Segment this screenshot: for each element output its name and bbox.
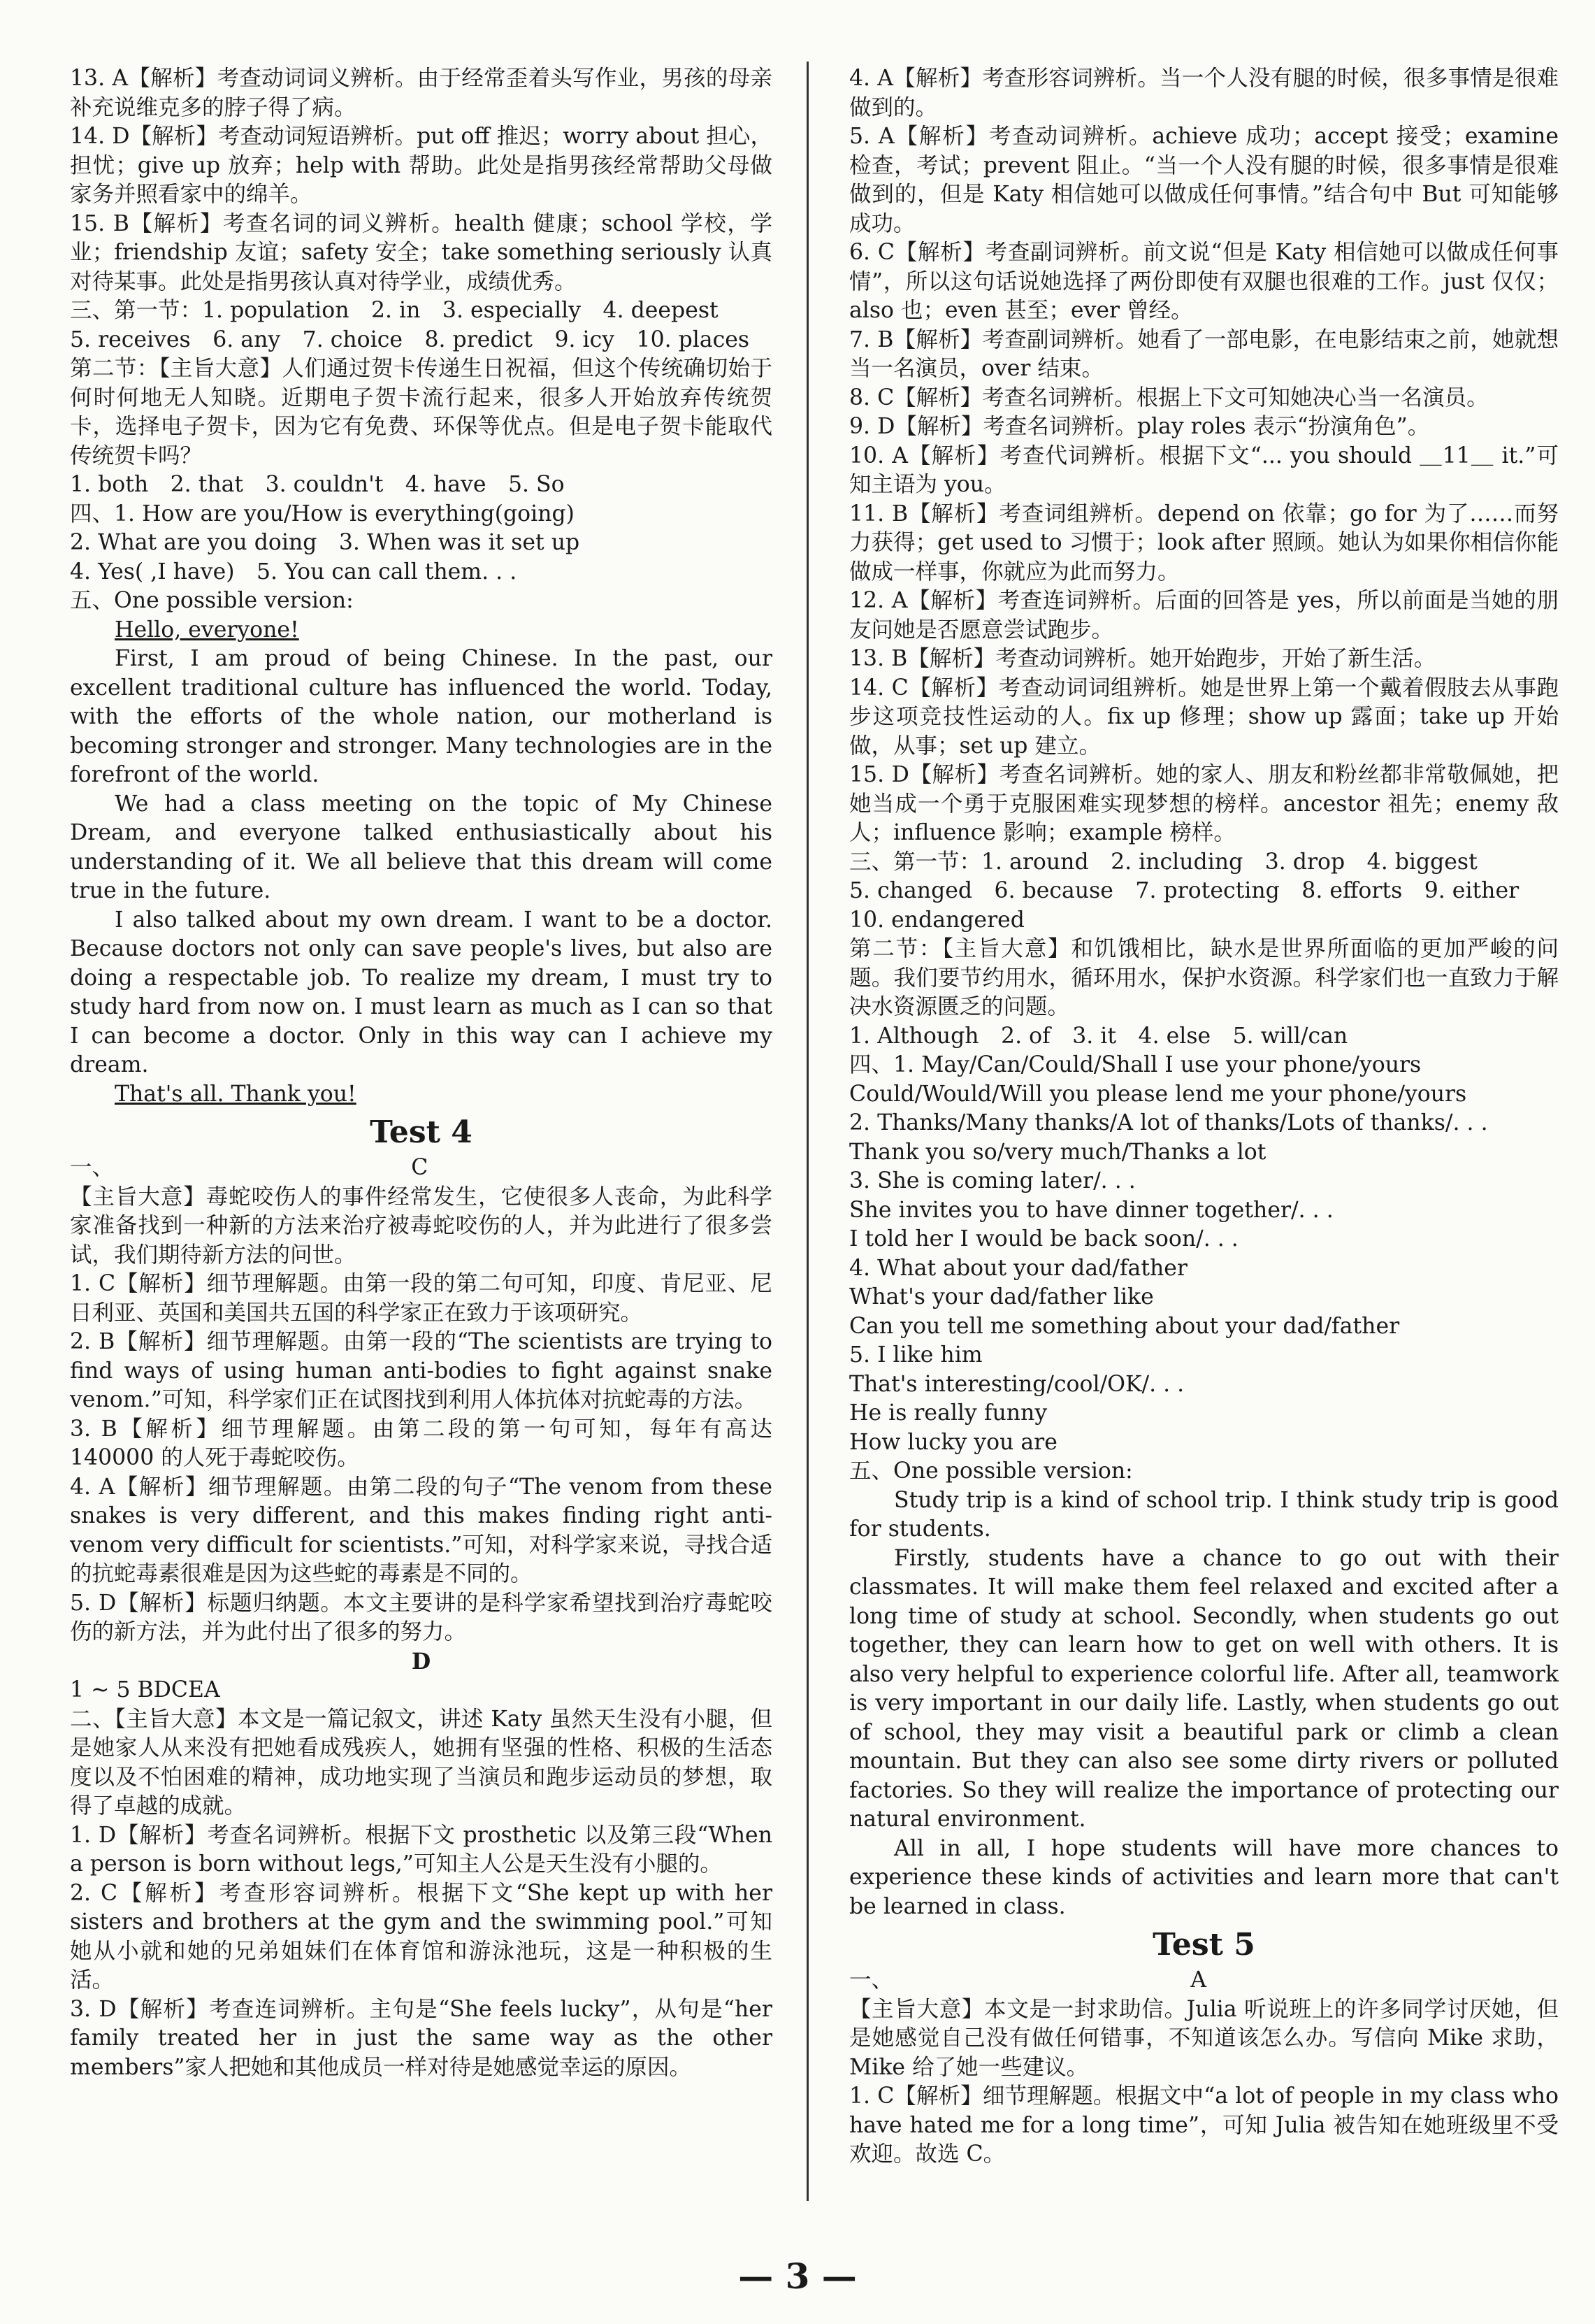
right-column-line: 1. Although 2. of 3. it 4. else 5. will/can — [849, 1023, 1348, 1049]
right-column — [849, 64, 1559, 2169]
right-column-line: 10. A【解析】考查代词辨析。根据下文“... you should ＿11＿ it.”可知主语为 you。 — [849, 443, 1559, 497]
right-column-line: 第二节：【主旨大意】和饥饿相比，缺水是世界所面临的更加严峻的问题。我们要节约用水，循环用水，保护水资源。科学家们也一直致力于解决水资源匮乏的问题。 — [849, 936, 1559, 1019]
right-column-line: That's interesting/cool/OK/. . . — [849, 1371, 1185, 1397]
left-column-line: 5. receives 6. any 7. choice 8. predict 9. icy 10. places — [70, 327, 750, 352]
left-column-line: 一、 C — [70, 1155, 428, 1180]
right-column-line: 三、第一节：1. around 2. including 3. drop 4. biggest — [849, 849, 1478, 875]
left-column-line: D — [411, 1648, 431, 1674]
left-column-line: 1. C【解析】细节理解题。由第一段的第二句可知，印度、肯尼亚、尼日利亚、英国和美国共五国的科学家正在致力于该项研究。 — [70, 1271, 772, 1326]
right-column-line: I told her I would be back soon/. . . — [849, 1226, 1239, 1251]
right-column-line: What's your dad/father like — [849, 1284, 1154, 1310]
left-column-line: 五、One possible version: — [70, 588, 354, 613]
left-column-line: 二、【主旨大意】本文是一篇记叙文，讲述 Katy 虽然天生没有小腿，但是她家人从来没有把她看成残疾人，她拥有坚强的性格、积极的生活态度以及不怕困难的精神，成功地实现了当演员和跑步运动员的梦想，取得了卓越的成就。 — [70, 1706, 772, 1819]
right-column-line: 12. A【解析】考查连词辨析。后面的回答是 yes，所以前面是当她的朋友问她是否愿意尝试跑步。 — [849, 588, 1559, 643]
right-column-line: 5. A【解析】考查动词辨析。achieve 成功；accept 接受；examine 检查，考试；prevent 阻止。“当一个人没有腿的时候，很多事情是很难做到的，但是 Katy 相信她可以做成任何事情。”结合句中 But 可知能够成功。 — [849, 124, 1559, 236]
column-divider — [807, 62, 809, 2201]
right-column-line: 9. D【解析】考查名词辨析。play roles 表示“扮演角色”。 — [849, 414, 1430, 439]
left-column-line: 2. C【解析】考查形容词辨析。根据下文“She kept up with her sisters and brothers at the gym and the swimming pool.”可知她从小就和她的兄弟姐妹们在体育馆和游泳池玩，这是一种积极的生活。 — [70, 1880, 772, 1993]
right-column-line: 1. C【解析】细节理解题。根据文中“a lot of people in my class who have hated me for a long time”，可知 Julia 被告知在她班级里不受欢迎。故选 C。 — [849, 2083, 1559, 2167]
right-column-line: 10. endangered — [849, 907, 1025, 933]
right-column-line: 2. Thanks/Many thanks/A lot of thanks/Lots of thanks/. . . — [849, 1110, 1488, 1135]
right-column-line: 6. C【解析】考查副词辨析。前文说“但是 Katy 相信她可以做成任何事情”，所以这句话说她选择了两份即使有双腿也很难的工作。just 仅仅；also 也；even 甚至；ever 曾经。 — [849, 240, 1559, 323]
left-column-line — [70, 616, 772, 645]
right-column-line: Thank you so/very much/Thanks a lot — [849, 1139, 1266, 1165]
left-column-line — [70, 1080, 772, 1110]
right-column-line: 一、 A — [849, 1967, 1206, 1993]
left-column-line: 1. both 2. that 3. couldn't 4. have 5. So — [70, 472, 565, 497]
right-column-line: 【主旨大意】本文是一封求助信。Julia 听说班上的许多同学讨厌她，但是她感觉自己没有做任何错事，不知道该怎么办。写信向 Mike 求助，Mike 给了她一些建议。 — [849, 1996, 1559, 2080]
right-column-line: Firstly, students have a chance to go out with their classmates. It will make them feel relaxed and excited after a long time of study at school. Secondly, when students go out together, they can learn how to get on well with others. It is also very helpful to experience colorful life. After all, teamwork is very important in our daily life. Lastly, when students go out of school, they may visit a beautiful park or climb a clean mountain. But they can also see some dirty rivers or polluted factories. So they will realize the importance of protecting our natural environment. — [849, 1545, 1559, 1832]
left-column-line: 14. D【解析】考查动词短语辨析。put off 推迟；worry about 担心，担忧；give up 放弃；help with 帮助。此处是指男孩经常帮助父母做家务并照看家中的绵羊。 — [70, 124, 772, 207]
left-column-line: 5. D【解析】标题归纳题。本文主要讲的是科学家希望找到治疗毒蛇咬伤的新方法，并为此付出了很多的努力。 — [70, 1590, 772, 1644]
left-column-line: 1 ~ 5 BDCEA — [70, 1677, 220, 1702]
right-column-line: 15. D【解析】考查名词辨析。她的家人、朋友和粉丝都非常敬佩她，把她当成一个勇于克服困难实现梦想的榜样。ancestor 祖先；enemy 敌人；influence 影响；example 榜样。 — [849, 762, 1559, 845]
right-column-line: Test 5 — [1153, 1927, 1255, 1963]
left-column-line: 三、第一节：1. population 2. in 3. especially 4. deepest — [70, 298, 719, 323]
underlined-text: Hello, everyone! — [115, 617, 299, 643]
right-column-line: Can you tell me something about your dad/father — [849, 1313, 1400, 1339]
right-column-line: 4. What about your dad/father — [849, 1255, 1188, 1281]
right-column-line: She invites you to have dinner together/. . . — [849, 1197, 1334, 1223]
left-column-line: 15. B【解析】考查名词的词义辨析。health 健康；school 学校，学业；friendship 友谊；safety 安全；take something seriously 认真对待某事。此处是指男孩认真对待学业，成绩优秀。 — [70, 210, 772, 294]
right-column-line: Could/Would/Will you please lend me your phone/yours — [849, 1081, 1467, 1107]
right-column-line: 5. I like him — [849, 1342, 983, 1368]
right-column-line: 5. changed 6. because 7. protecting 8. efforts 9. either — [849, 878, 1520, 903]
page-number: — 3 — — [738, 2255, 857, 2297]
right-column-line: Study trip is a kind of school trip. I think study trip is good for students. — [849, 1487, 1559, 1542]
left-column-line: I also talked about my own dream. I want to be a doctor. Because doctors not only can save people's lives, but also are doing a respectable job. To realize my dream, I must try to study hard from now on. I must learn as much as I can so that I can become a doctor. Only in this way can I achieve my dream. — [70, 907, 772, 1077]
left-column-line: 1. D【解析】考查名词辨析。根据下文 prosthetic 以及第三段“When a person is born without legs,”可知主人公是天生没有小腿的。 — [70, 1822, 772, 1877]
left-column-line: 2. B【解析】细节理解题。由第一段的“The scientists are trying to find ways of using human anti-bodies to fight against snake venom.”可知，科学家们正在试图找到利用人体抗体对抗蛇毒的方法。 — [70, 1329, 772, 1412]
left-column — [70, 64, 772, 2082]
right-column-line: 11. B【解析】考查词组辨析。depend on 依靠；go for 为了……而努力获得；get used to 习惯于；look after 照顾。她认为如果你相信你能做成一样事，你就应为此而努力。 — [849, 501, 1559, 584]
right-column-line: 四、1. May/Can/Could/Shall I use your phone/yours — [849, 1052, 1422, 1077]
left-column-line: 第二节：【主旨大意】人们通过贺卡传递生日祝福，但这个传统确切始于何时何地无人知晓。近期电子贺卡流行起来，很多人开始放弃传统贺卡，选择电子贺卡，因为它有免费、环保等优点。但是电子贺卡能取代传统贺卡吗？ — [70, 356, 772, 468]
right-column-line: 14. C【解析】考查动词词组辨析。她是世界上第一个戴着假肢去从事跑步这项竞技性运动的人。fix up 修理；show up 露面；take up 开始做，从事；set up 建立。 — [849, 675, 1559, 759]
left-column-line: 3. B【解析】细节理解题。由第二段的第一句可知，每年有高达 140000 的人死于毒蛇咬伤。 — [70, 1416, 772, 1470]
left-column-line: 13. A【解析】考查动词词义辨析。由于经常歪着头写作业，男孩的母亲补充说维克多的脖子得了病。 — [70, 66, 772, 120]
right-column-line: 13. B【解析】考查动词辨析。她开始跑步，开始了新生活。 — [849, 646, 1436, 671]
right-column-line: All in all, I hope students will have more chances to experience these kinds of activities and learn more that can't be learned in class. — [849, 1835, 1559, 1919]
right-column-line: He is really funny — [849, 1400, 1048, 1426]
left-column-line: Test 4 — [370, 1114, 472, 1150]
left-column-line: 4. A【解析】细节理解题。由第二段的句子“The venom from these snakes is very different, and this makes finding right anti-venom very difficult for scientists.”可知，对科学家来说，寻找合适的抗蛇毒素很难是因为这些蛇的毒素是不同的。 — [70, 1474, 772, 1586]
right-column-line: 五、One possible version: — [849, 1458, 1133, 1484]
left-column-line: 四、1. How are you/How is everything(going) — [70, 501, 575, 526]
right-column-line: 3. She is coming later/. . . — [849, 1168, 1136, 1193]
right-column-line: 4. A【解析】考查形容词辨析。当一个人没有腿的时候，很多事情是很难做到的。 — [849, 66, 1559, 120]
left-column-line: 2. What are you doing 3. When was it set up — [70, 530, 580, 555]
left-column-line: 【主旨大意】毒蛇咬伤人的事件经常发生，它使很多人丧命，为此科学家准备找到一种新的方法来治疗被毒蛇咬伤的人，并为此进行了很多尝试，我们期待新方法的问世。 — [70, 1184, 772, 1268]
left-column-line: 3. D【解析】考查连词辨析。主句是“She feels lucky”，从句是“her family treated her in just the same way as the other members”家人把她和其他成员一样对待是她感觉幸运的原因。 — [70, 1996, 772, 2080]
right-column-line: How lucky you are — [849, 1429, 1058, 1455]
left-column-line: 4. Yes( ,I have) 5. You can call them. . . — [70, 559, 517, 584]
left-column-line: First, I am proud of being Chinese. In the past, our excellent traditional culture has influenced the world. Today, with the efforts of the whole nation, our motherland is becoming stronger and stronger. Many technologies are in the forefront of the world. — [70, 646, 772, 787]
right-column-line: 7. B【解析】考查副词辨析。她看了一部电影，在电影结束之前，她就想当一名演员，over 结束。 — [849, 327, 1559, 381]
underlined-text: That's all. Thank you! — [115, 1081, 356, 1107]
left-column-line: We had a class meeting on the topic of My Chinese Dream, and everyone talked enthusiastically about his understanding of it. We all believe that this dream will come true in the future. — [70, 791, 772, 903]
right-column-line: 8. C【解析】考查名词辨析。根据上下文可知她决心当一名演员。 — [849, 385, 1489, 410]
